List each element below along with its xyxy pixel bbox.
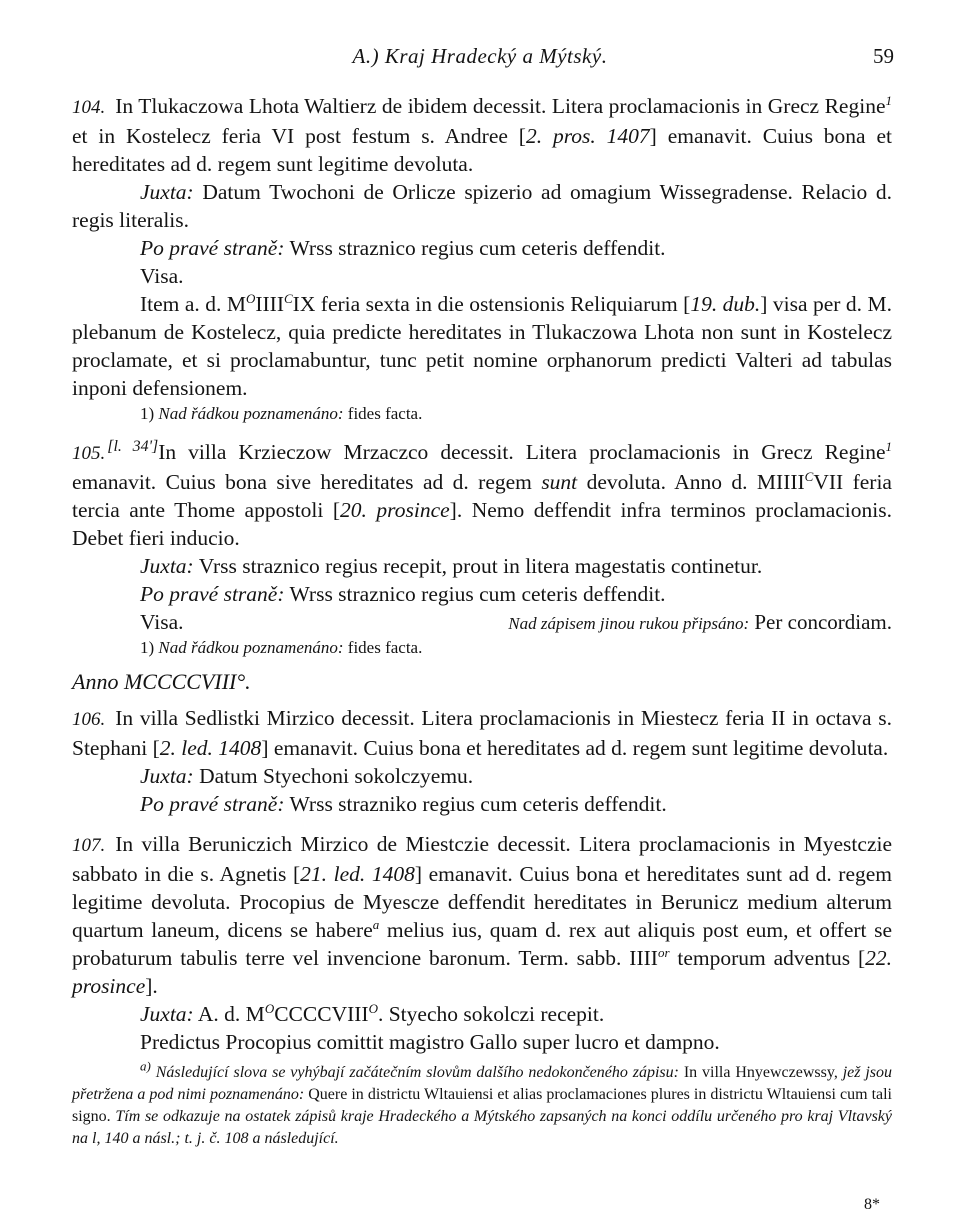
footnote-mark: 1) <box>140 638 155 657</box>
text-run: ] visa per d. M. plebanum de Kostelecz, quia predicte hereditates in Tlukaczowa Lhota non sunt in Kostelecz proclamate, et si proclamabuntur, tunc petit nomine orphanorum predicti Valteri ad tabulas inponi defensionem. <box>72 292 893 400</box>
date-ref: 20. prosince <box>340 498 450 522</box>
entry-106-juxta <box>72 762 892 790</box>
entry-105-juxta <box>72 552 892 580</box>
text-run: In villa Hnyewczewssy, <box>678 1064 843 1081</box>
text-run: Tím se odkazuje na ostatek zápisů kraje Hradeckého a Mýtského zapsaných na konci oddílu určeného pro kraj Vltavský na l, 140 a násl.; t. j. č. 108 a následující. <box>72 1108 893 1147</box>
page-header <box>0 44 960 74</box>
text-run: emanavit. Cuius bona sive hereditates ad d. regem <box>72 470 542 494</box>
entry-104-item <box>72 290 892 402</box>
sup: O <box>264 1000 275 1016</box>
entry-105-footnote <box>72 636 892 660</box>
text-run: ] emanavit. Cuius bona et hereditates sunt ad d. regem legitime devoluta. Procopius de Myescze deffendit hereditates in Berunicz medium alterum quartum laneum, dicens se habere <box>72 862 892 942</box>
text-run: IIII <box>255 292 284 316</box>
text-run: temporum adventus [ <box>669 946 866 970</box>
year-heading: Anno MCCCCVIII°. <box>72 669 251 694</box>
text-run: ]. Nemo deffendit infra terminos proclamacionis. Debet fieri inducio. <box>72 498 892 550</box>
footnote-ref: 1 <box>885 438 892 454</box>
text-run: Wrss straznico regius cum ceteris deffendit. <box>284 582 666 606</box>
po-label: Po pravé straně: <box>140 792 285 816</box>
text-run: jež jsou přetržena a pod nimi poznamenáno: <box>72 1064 893 1103</box>
footnote-label: Nad řádkou poznamenáno: <box>158 404 344 423</box>
sup: C <box>283 290 293 306</box>
right-note <box>440 608 892 638</box>
text-run: IX feria sexta in die ostensionis Reliquiarum [ <box>292 292 691 316</box>
juxta-label: Juxta: <box>140 180 194 204</box>
text-run: In villa Beruniczich Mirzico de Miestczie decessit. Litera proclamacionis in Myestczie sabbato in die s. Agnetis [ <box>72 832 892 886</box>
text-run: Per concordiam. <box>749 610 892 634</box>
entry-107-juxta <box>72 1000 892 1028</box>
sup: or <box>657 944 670 960</box>
text-run: Wrss strazniko regius cum ceteris deffendit. <box>284 792 667 816</box>
footnote-mark: 1) <box>140 404 155 423</box>
entry-106-po <box>72 790 892 818</box>
entry-105-po <box>72 580 892 608</box>
text-run: Quere in districtu Wltauiensi et alias proclamaciones plures in districtu Wltauiensi cum tali signo. <box>72 1086 893 1125</box>
note-label: Nad zápisem jinou rukou připsáno: <box>508 614 750 633</box>
text-run: ]. <box>145 974 158 998</box>
text-run: Datum Styechoni sokolczyemu. <box>193 764 474 788</box>
text-run: In Tlukaczowa Lhota Waltierz de ibidem decessit. Litera proclamacionis in Grecz Regine <box>115 94 886 118</box>
text-run: Wrss straznico regius cum ceteris deffendit. <box>284 236 666 260</box>
text-run: devoluta. Anno d. MIIII <box>577 470 805 494</box>
running-title: A.) Kraj Hradecký a Mýtský. <box>352 44 608 68</box>
entry-107-predictus: Predictus Procopius comittit magistro Gallo super lucro et dampno. <box>140 1030 720 1054</box>
entry-104-visa: Visa. <box>140 264 184 288</box>
page-body <box>72 92 892 1150</box>
po-label: Po pravé straně: <box>140 236 285 260</box>
text-run: CCCCVIII <box>274 1002 369 1026</box>
footnote-mark: a) <box>140 1058 151 1074</box>
entry-number: 105. <box>72 443 106 464</box>
sup: O <box>245 290 256 306</box>
po-label: Po pravé straně: <box>140 582 285 606</box>
text-run: ] emanavit. Cuius bona et hereditates ad d. regem sunt legitime devoluta. <box>72 124 892 176</box>
entry-104-footnote <box>72 402 892 426</box>
footnote-a <box>72 1058 893 1150</box>
text-run: Item a. d. M <box>140 292 246 316</box>
sup: C <box>804 468 814 484</box>
text-run: sunt <box>541 470 578 494</box>
page-number: 59 <box>873 44 894 68</box>
footnote-ref: 1 <box>885 92 892 108</box>
entry-105-text <box>72 438 892 552</box>
footnote-label: Nad řádkou poznamenáno: <box>158 638 344 657</box>
folio-note: [l. 34'] <box>107 437 159 455</box>
text-run: . Styecho sokolczi recepit. <box>377 1002 605 1026</box>
entry-104-text <box>72 92 892 178</box>
text-run: Datum Twochoni de Orlicze spizerio ad omagium Wissegradense. Relacio d. regis literalis. <box>72 180 892 232</box>
visa-text: Visa. <box>140 610 184 634</box>
text-run: melius ius, quam d. rex aut aliquis post eum, et offert se probaturum tabulis terre vel invencione baronum. Term. sabb. IIII <box>72 918 892 970</box>
date-ref: 22. prosince <box>72 946 892 998</box>
footnotes <box>72 1058 893 1150</box>
entry-number: 107. <box>72 835 106 856</box>
text-run: Vrss straznico regius recepit, prout in litera magestatis continetur. <box>193 554 763 578</box>
footnote-ref: a <box>372 916 380 932</box>
juxta-label: Juxta: <box>140 764 194 788</box>
entry-104-juxta <box>72 178 892 234</box>
text-run: et in Kostelecz feria VI post festum s. Andree [ <box>72 124 526 148</box>
text-run: fides facta. <box>343 638 423 657</box>
date-ref: 21. led. 1408 <box>300 862 415 886</box>
text-run: In villa Sedlistki Mirzico decessit. Litera proclamacionis in Miestecz feria II in octava s. Stephani [ <box>72 706 892 760</box>
sup: O <box>368 1000 378 1016</box>
juxta-label: Juxta: <box>140 554 194 578</box>
text-run: VII feria tercia ante Thome appostoli [ <box>72 470 892 522</box>
entry-107-text <box>72 830 892 1000</box>
text-run: fides facta. <box>343 404 423 423</box>
signature-mark: 8* <box>864 1196 880 1213</box>
entry-106-text <box>72 704 892 762</box>
text-run: A. d. M <box>193 1002 265 1026</box>
date-ref: 2. led. 1408 <box>159 736 262 760</box>
entry-number: 106. <box>72 709 106 730</box>
juxta-label: Juxta: <box>140 1002 194 1026</box>
entry-number: 104. <box>72 97 106 118</box>
text-run: Následující slova se vyhýbají začátečním slovům dalšího nedokončeného zápisu: <box>155 1064 679 1081</box>
entry-105-visa <box>72 608 892 636</box>
text-run: ] emanavit. Cuius bona et hereditates ad d. regem sunt legitime devoluta. <box>261 736 889 760</box>
date-ref: 2. pros. 1407 <box>525 124 650 148</box>
text-run: In villa Krzieczow Mrzaczco decessit. Litera proclamacionis in Grecz Regine <box>158 440 886 464</box>
date-ref: 19. dub. <box>690 292 761 316</box>
entry-104-po <box>72 234 892 262</box>
